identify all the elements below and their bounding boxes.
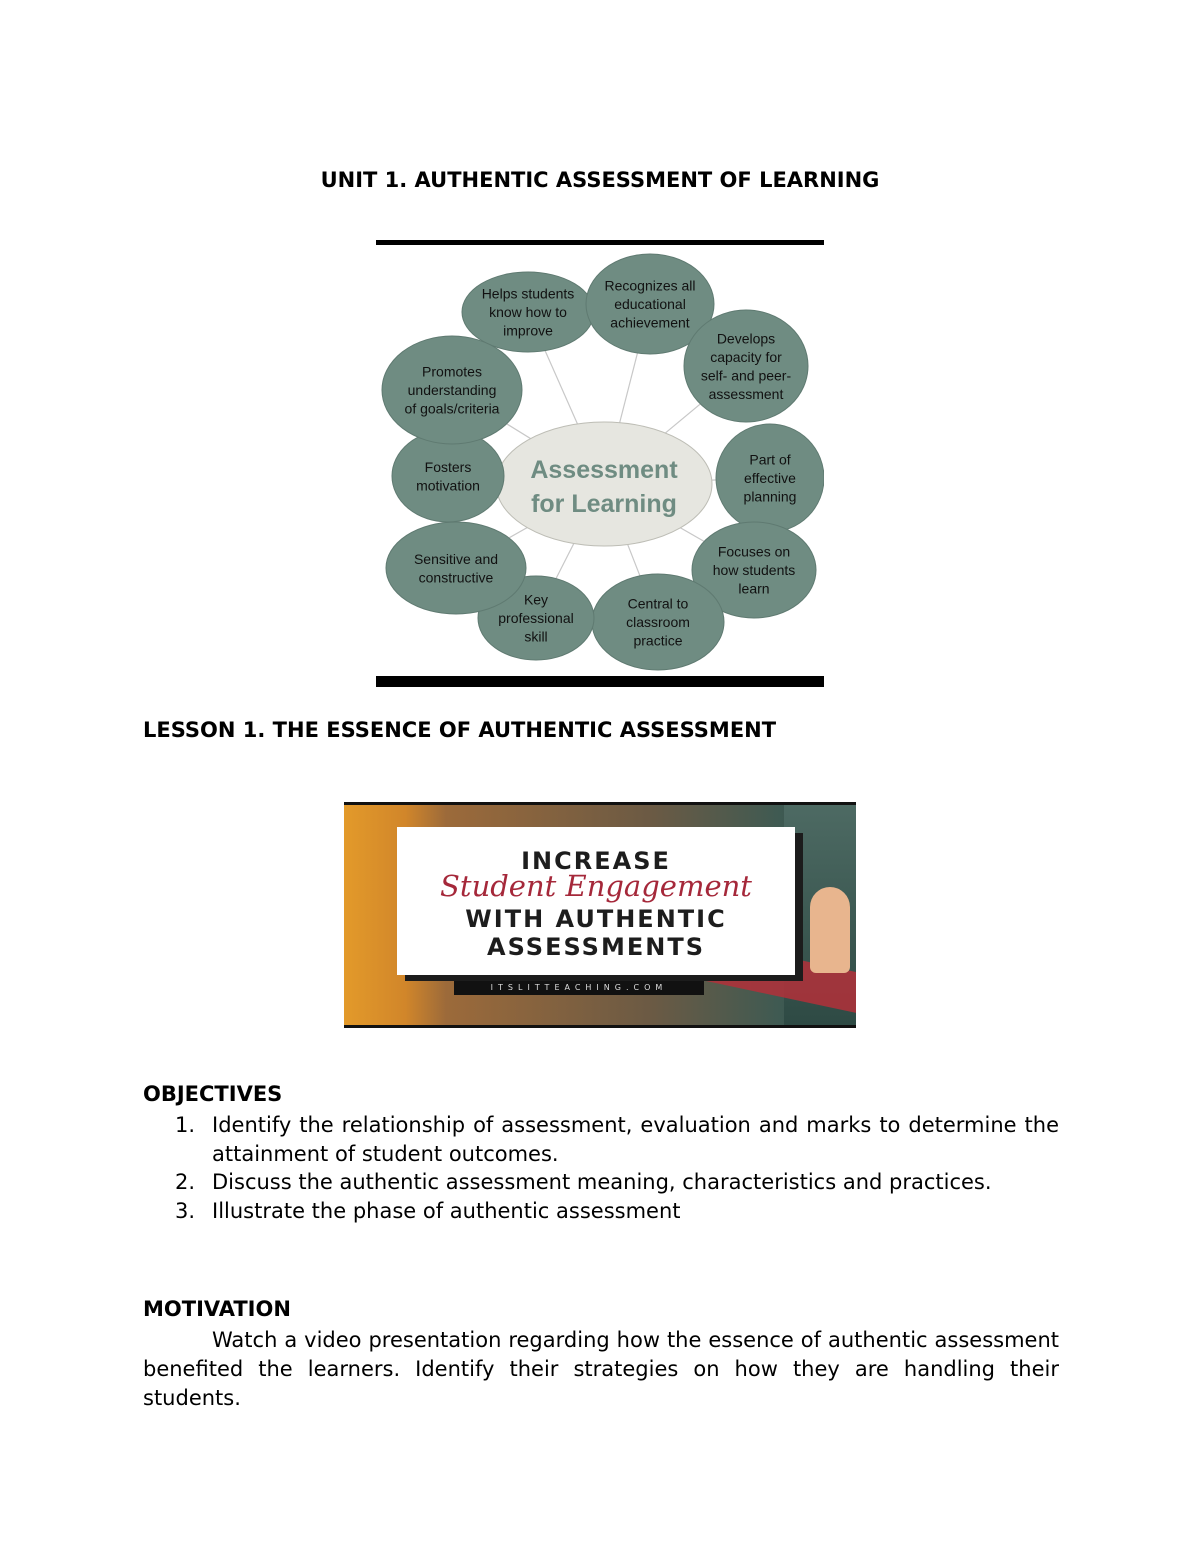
motivation-paragraph: Watch a video presentation regarding how the essence of authentic assessment benefited the learners. Identify their strategies on how they are handling their students. xyxy=(143,1328,1059,1410)
objective-text: Illustrate the phase of authentic assessment xyxy=(212,1198,681,1223)
bubble-label: learn xyxy=(738,580,770,597)
bubble-label: skill xyxy=(524,628,548,645)
diagram-bubble xyxy=(462,272,594,352)
objectives-heading: OBJECTIVES xyxy=(143,1082,283,1106)
objective-number: 2. xyxy=(175,1170,196,1194)
objectives-list xyxy=(175,1111,1059,1225)
bubble-label: educational xyxy=(614,296,686,312)
bubble-label: know how to xyxy=(489,304,567,320)
lesson-title: LESSON 1. THE ESSENCE OF AUTHENTIC ASSESSMENT xyxy=(143,718,777,742)
objective-number: 1. xyxy=(175,1113,196,1137)
banner-line-assessments: ASSESSMENTS xyxy=(487,933,705,961)
bubble-label: Sensitive and xyxy=(413,550,499,567)
bubble-label: understanding xyxy=(407,382,497,398)
center-ellipse xyxy=(496,422,712,546)
bubble-label: Part of xyxy=(749,451,791,468)
bubble-label: professional xyxy=(498,610,574,626)
bubble-shape xyxy=(386,522,526,614)
bubble-label: of goals/criteria xyxy=(404,400,500,417)
bubble-label: classroom xyxy=(626,614,690,630)
bubble-label: motivation xyxy=(416,477,480,494)
bubble-label: capacity for xyxy=(710,348,782,365)
bubble-label: Recognizes all xyxy=(604,277,696,294)
bubble-label: Central to xyxy=(627,595,689,612)
bubble-label: improve xyxy=(503,322,553,339)
bubble-label: how students xyxy=(712,562,796,578)
banner-url: ITSLITTEACHING.COM xyxy=(454,981,704,995)
bubble-shape xyxy=(684,310,808,422)
bubble-label: achievement xyxy=(610,314,690,331)
diagram-bubble xyxy=(716,424,824,532)
banner-line-student-engagement: Student Engagement xyxy=(440,869,752,903)
bubble-label: planning xyxy=(743,488,797,505)
engagement-banner xyxy=(344,802,856,1028)
objective-text: Identify the relationship of assessment, evaluation and marks to determine the attainment of student outcomes. xyxy=(212,1113,1059,1166)
objective-item xyxy=(175,1168,1059,1197)
bubble-label: Focuses on xyxy=(717,543,791,560)
objective-text: Discuss the authentic assessment meaning, characteristics and practices. xyxy=(212,1170,992,1194)
diagram-bubble xyxy=(386,522,526,614)
bubble-label: Helps students xyxy=(481,285,575,302)
objective-item xyxy=(175,1111,1059,1168)
diagram-bubble xyxy=(592,574,724,670)
diagram-bubble xyxy=(684,310,808,422)
center-label: for Learning xyxy=(531,490,677,518)
objective-number: 3. xyxy=(175,1198,196,1223)
bubble-label: Fosters xyxy=(424,458,472,475)
diagram-bottom-rule xyxy=(376,676,824,687)
bubble-label: self- and peer- xyxy=(700,367,792,384)
bubble-label: effective xyxy=(744,470,796,486)
banner-line-increase: INCREASE xyxy=(521,847,671,875)
objective-item xyxy=(175,1197,1059,1226)
unit-title: UNIT 1. AUTHENTIC ASSESSMENT OF LEARNING xyxy=(320,168,880,192)
bubble-label: Key xyxy=(523,591,549,608)
raised-hand-image xyxy=(810,887,850,973)
banner-card xyxy=(397,827,795,975)
diagram-canvas xyxy=(376,240,824,688)
bubble-label: Promotes xyxy=(422,363,482,380)
bubble-label: constructive xyxy=(418,569,494,586)
bubble-label: practice xyxy=(633,632,683,649)
bubble-label: assessment xyxy=(708,385,784,402)
diagram-bubble xyxy=(382,336,522,444)
bubble-label: Develops xyxy=(716,330,776,347)
banner-line-with-authentic: WITH AUTHENTIC xyxy=(465,905,727,933)
center-label: Assessment xyxy=(530,456,678,484)
motivation-heading: MOTIVATION xyxy=(143,1297,291,1321)
assessment-for-learning-diagram xyxy=(376,240,824,688)
